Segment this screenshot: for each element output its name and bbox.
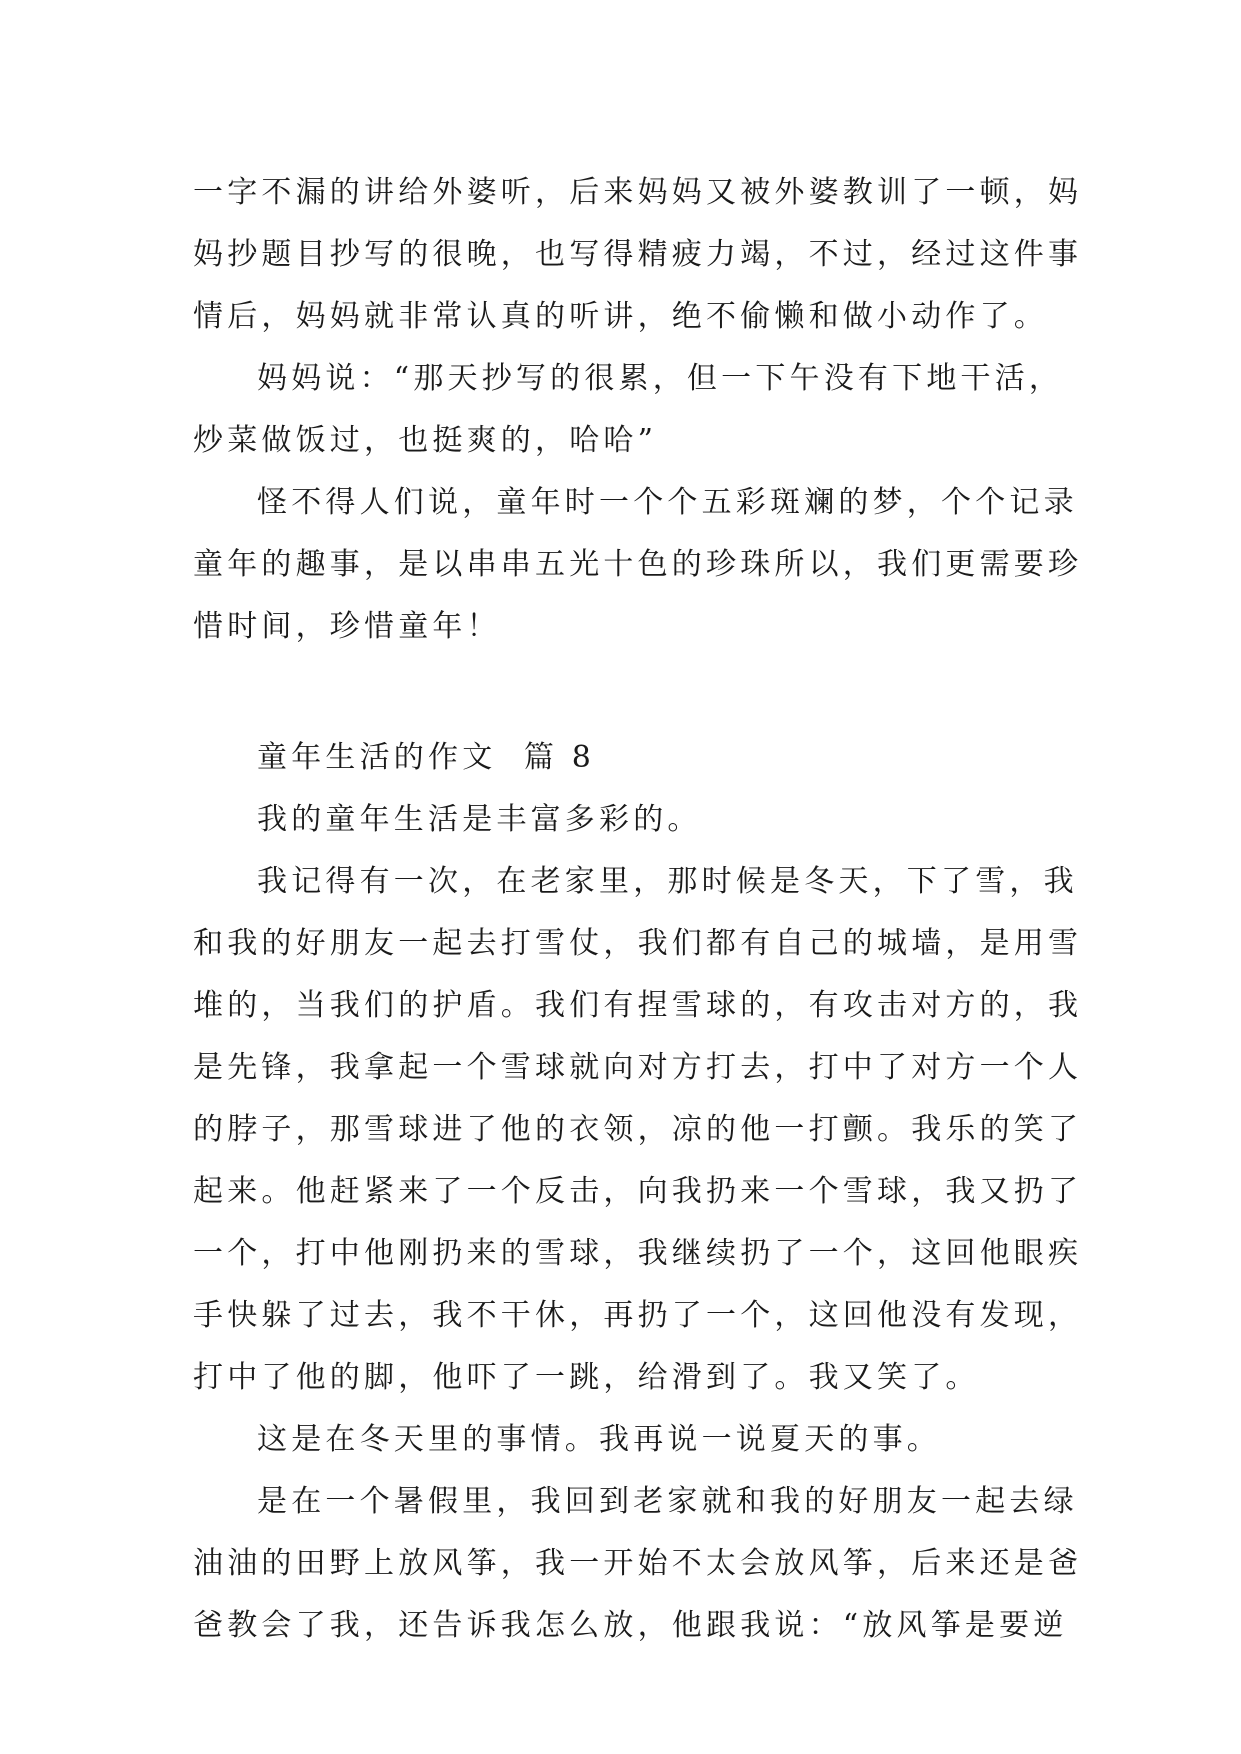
text-line: 我记得有一次，在老家里，那时候是冬天，下了雪，我 [257,864,1078,899]
paragraph [193,851,1083,1409]
text-line: 这是在冬天里的事情。我再说一说夏天的事。 [257,1422,941,1457]
paragraph [193,348,1064,472]
text-line: 手快躲了过去，我不干休，再扔了一个，这回他没有发现， [193,1298,1083,1333]
text-line: 起来。他赶紧来了一个反击，向我扔来一个雪球，我又扔了 [193,1174,1083,1209]
paragraph [193,162,1083,348]
paragraph [193,1471,1083,1657]
text-line: 是先锋，我拿起一个雪球就向对方打去，打中了对方一个人 [193,1050,1083,1085]
section-spacer [193,658,1059,727]
text-line: 是在一个暑假里，我回到老家就和我的好朋友一起去绿 [257,1484,1078,1519]
text-line: 油油的田野上放风筝，我一开始不太会放风筝，后来还是爸 [193,1546,1083,1581]
paragraph [193,789,1059,851]
text-line: 打中了他的脚，他吓了一跳，给滑到了。我又笑了。 [193,1360,980,1395]
text-line: 爸教会了我，还告诉我怎么放，他跟我说：“放风筝是要逆 [193,1608,1068,1643]
text-line: 炒菜做饭过，也挺爽的，哈哈” [193,423,658,458]
text-line: 一个，打中他刚扔来的雪球，我继续扔了一个，这回他眼疾 [193,1236,1083,1271]
text-line: 堆的，当我们的护盾。我们有捏雪球的，有攻击对方的，我 [193,988,1083,1023]
text-line: 童年的趣事，是以串串五光十色的珍珠所以，我们更需要珍 [193,547,1083,582]
document-body [193,162,1083,1657]
text-line: 妈妈说：“那天抄写的很累，但一下午没有下地干活， [257,361,1064,396]
text-line: 情后，妈妈就非常认真的听讲，绝不偷懒和做小动作了。 [193,299,1048,334]
text-line: 妈抄题目抄写的很晚，也写得精疲力竭，不过，经过这件事 [193,237,1083,272]
text-line: 一字不漏的讲给外婆听，后来妈妈又被外婆教训了一顿，妈 [193,175,1083,210]
section-title: 童年生活的作文 篇 8 [257,740,596,775]
text-line: 的脖子，那雪球进了他的衣领，凉的他一打颤。我乐的笑了 [193,1112,1083,1147]
text-line: 怪不得人们说，童年时一个个五彩斑斓的梦，个个记录 [257,485,1078,520]
text-line: 惜时间，珍惜童年！ [193,609,501,644]
text-line: 我的童年生活是丰富多彩的。 [257,802,702,837]
text-line: 和我的好朋友一起去打雪仗，我们都有自己的城墙，是用雪 [193,926,1083,961]
paragraph [193,472,1083,658]
paragraph [193,1409,1059,1471]
